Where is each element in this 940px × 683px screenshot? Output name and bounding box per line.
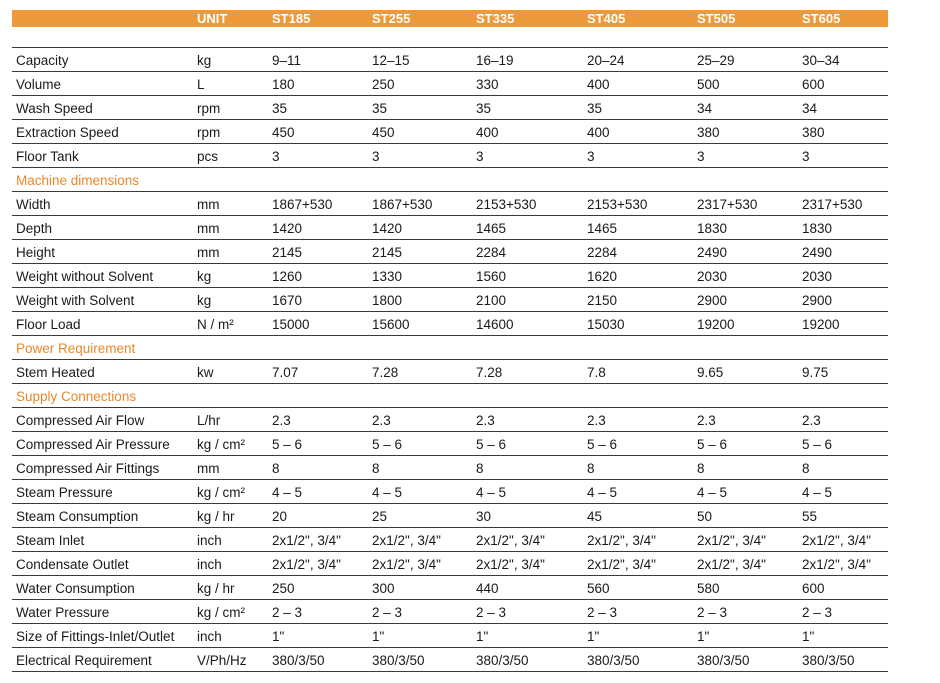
row-value: 1867+530: [372, 197, 433, 212]
row-value: 15000: [272, 317, 310, 332]
row-value: 1330: [372, 269, 403, 284]
table-row: [12, 96, 888, 120]
row-value: 2 – 3: [476, 605, 507, 620]
row-value: 2x1/2", 3/4": [372, 557, 441, 572]
section-heading-row: [12, 336, 888, 360]
row-unit: kg: [197, 293, 212, 308]
row-value: 5 – 6: [372, 437, 403, 452]
row-value: 2x1/2", 3/4": [476, 533, 545, 548]
row-label: Compressed Air Pressure: [16, 437, 170, 452]
section-heading-row: [12, 168, 888, 192]
table-row: [12, 144, 888, 168]
section-heading: Power Requirement: [16, 341, 136, 356]
row-value: 2x1/2", 3/4": [697, 557, 766, 572]
row-value: 8: [587, 461, 595, 476]
row-value: 2030: [697, 269, 728, 284]
header-unit: UNIT: [197, 11, 228, 26]
row-value: 2317+530: [802, 197, 863, 212]
row-value: 250: [372, 77, 395, 92]
row-value: 2490: [802, 245, 833, 260]
section-heading: Machine dimensions: [16, 173, 140, 188]
table-row: [12, 240, 888, 264]
row-value: 1420: [272, 221, 303, 236]
header-model: ST255: [372, 11, 411, 26]
row-unit: rpm: [197, 101, 221, 116]
row-value: 3: [802, 149, 810, 164]
row-value: 2.3: [272, 413, 291, 428]
table-row: [12, 600, 888, 624]
row-value: 2 – 3: [272, 605, 303, 620]
row-value: 400: [587, 77, 610, 92]
row-value: 380: [697, 125, 720, 140]
row-value: 16–19: [476, 53, 514, 68]
row-value: 30–34: [802, 53, 840, 68]
row-label: Water Consumption: [16, 581, 135, 596]
table-row: [12, 408, 888, 432]
row-value: 400: [476, 125, 499, 140]
row-value: 380/3/50: [802, 653, 855, 668]
row-value: 2900: [802, 293, 833, 308]
row-value: 2284: [587, 245, 618, 260]
row-label: Wash Speed: [16, 101, 93, 116]
row-value: 1": [802, 629, 815, 644]
row-value: 25: [372, 509, 388, 524]
row-value: 20–24: [587, 53, 625, 68]
row-unit: pcs: [197, 149, 219, 164]
row-value: 55: [802, 509, 818, 524]
table-row: [12, 624, 888, 648]
row-value: 300: [372, 581, 395, 596]
row-value: 7.8: [587, 365, 606, 380]
table-row: [12, 576, 888, 600]
row-value: 19200: [802, 317, 840, 332]
row-value: 1620: [587, 269, 618, 284]
row-value: 2145: [372, 245, 403, 260]
table-row: [12, 648, 888, 672]
row-value: 4 – 5: [372, 485, 403, 500]
row-value: 5 – 6: [476, 437, 507, 452]
row-value: 3: [587, 149, 595, 164]
row-label: Floor Tank: [16, 149, 79, 164]
row-value: 9.75: [802, 365, 829, 380]
row-unit: mm: [197, 461, 220, 476]
row-value: 2100: [476, 293, 507, 308]
row-value: 1465: [476, 221, 507, 236]
row-value: 1830: [697, 221, 728, 236]
row-label: Depth: [16, 221, 53, 236]
row-label: Condensate Outlet: [16, 557, 129, 572]
row-label: Steam Consumption: [16, 509, 139, 524]
row-value: 12–15: [372, 53, 410, 68]
row-value: 250: [272, 581, 295, 596]
row-value: 380/3/50: [697, 653, 750, 668]
row-value: 2x1/2", 3/4": [587, 557, 656, 572]
row-unit: kg / hr: [197, 581, 235, 596]
row-value: 34: [697, 101, 713, 116]
table-row: [12, 456, 888, 480]
row-label: Water Pressure: [16, 605, 110, 620]
row-value: 1": [476, 629, 489, 644]
row-value: 8: [476, 461, 484, 476]
row-value: 15600: [372, 317, 410, 332]
row-value: 2.3: [372, 413, 391, 428]
table-row: [12, 264, 888, 288]
row-value: 9–11: [272, 53, 302, 68]
row-value: 2x1/2", 3/4": [587, 533, 656, 548]
row-value: 2x1/2", 3/4": [372, 533, 441, 548]
row-label: Volume: [16, 77, 62, 92]
table-row: [12, 552, 888, 576]
row-unit: kg / cm²: [197, 485, 246, 500]
row-value: 5 – 6: [272, 437, 303, 452]
header-model: ST335: [476, 11, 515, 26]
row-value: 8: [272, 461, 280, 476]
row-value: 2.3: [476, 413, 495, 428]
row-value: 3: [272, 149, 280, 164]
row-value: 2900: [697, 293, 728, 308]
row-value: 5 – 6: [587, 437, 618, 452]
row-value: 400: [587, 125, 610, 140]
row-value: 2 – 3: [587, 605, 618, 620]
row-value: 2x1/2", 3/4": [272, 533, 341, 548]
row-value: 34: [802, 101, 818, 116]
row-value: 20: [272, 509, 288, 524]
row-unit: kw: [197, 365, 214, 380]
row-unit: mm: [197, 197, 220, 212]
row-unit: mm: [197, 221, 220, 236]
table-row: [12, 120, 888, 144]
row-value: 2030: [802, 269, 833, 284]
row-value: 380/3/50: [587, 653, 640, 668]
row-value: 8: [372, 461, 380, 476]
section-heading: Supply Connections: [16, 389, 137, 404]
header-model: ST185: [272, 11, 311, 26]
table-row: [12, 216, 888, 240]
row-value: 380/3/50: [372, 653, 425, 668]
row-value: 4 – 5: [697, 485, 728, 500]
table-row: [12, 360, 888, 384]
row-unit: inch: [197, 629, 222, 644]
row-unit: V/Ph/Hz: [197, 653, 247, 668]
row-value: 1867+530: [272, 197, 333, 212]
row-label: Capacity: [16, 53, 69, 68]
row-value: 3: [476, 149, 484, 164]
row-value: 600: [802, 581, 825, 596]
row-label: Compressed Air Flow: [16, 413, 145, 428]
row-value: 1": [372, 629, 385, 644]
table-row: [12, 72, 888, 96]
row-value: 2x1/2", 3/4": [476, 557, 545, 572]
row-value: 2x1/2", 3/4": [802, 557, 871, 572]
table-row: [12, 480, 888, 504]
row-value: 15030: [587, 317, 625, 332]
row-value: 560: [587, 581, 610, 596]
table-row: [12, 312, 888, 336]
row-value: 14600: [476, 317, 514, 332]
row-unit: kg: [197, 53, 212, 68]
row-value: 7.07: [272, 365, 299, 380]
row-value: 580: [697, 581, 720, 596]
row-value: 2 – 3: [372, 605, 403, 620]
spec-table: [12, 10, 888, 672]
row-label: Floor Load: [16, 317, 81, 332]
row-value: 2490: [697, 245, 728, 260]
row-label: Compressed Air Fittings: [16, 461, 160, 476]
row-value: 5 – 6: [802, 437, 833, 452]
row-value: 2284: [476, 245, 507, 260]
row-label: Extraction Speed: [16, 125, 119, 140]
row-value: 2x1/2", 3/4": [697, 533, 766, 548]
row-value: 1260: [272, 269, 303, 284]
row-value: 2150: [587, 293, 618, 308]
row-label: Stem Heated: [16, 365, 95, 380]
table-body: [12, 48, 888, 672]
row-value: 1560: [476, 269, 507, 284]
row-value: 3: [372, 149, 380, 164]
row-value: 3: [697, 149, 705, 164]
row-unit: kg / cm²: [197, 605, 246, 620]
row-value: 440: [476, 581, 499, 596]
row-value: 35: [272, 101, 288, 116]
row-value: 2x1/2", 3/4": [802, 533, 871, 548]
row-unit: inch: [197, 533, 222, 548]
row-value: 8: [697, 461, 705, 476]
row-label: Size of Fittings-Inlet/Outlet: [16, 629, 175, 644]
row-value: 5 – 6: [697, 437, 728, 452]
row-value: 50: [697, 509, 713, 524]
row-value: 4 – 5: [476, 485, 507, 500]
row-value: 380/3/50: [476, 653, 529, 668]
table-row: [12, 528, 888, 552]
section-heading-row: [12, 384, 888, 408]
header-spacer: [12, 27, 888, 48]
table-row: [12, 48, 888, 72]
row-value: 2.3: [802, 413, 821, 428]
row-value: 380: [802, 125, 825, 140]
row-value: 1420: [372, 221, 403, 236]
row-value: 450: [272, 125, 295, 140]
row-label: Height: [16, 245, 56, 260]
row-unit: rpm: [197, 125, 221, 140]
row-label: Steam Inlet: [16, 533, 85, 548]
row-value: 330: [476, 77, 499, 92]
row-value: 2.3: [697, 413, 716, 428]
row-unit: L: [197, 77, 205, 92]
row-value: 2145: [272, 245, 303, 260]
row-value: 25–29: [697, 53, 735, 68]
row-unit: kg: [197, 269, 212, 284]
row-value: 2153+530: [476, 197, 537, 212]
row-value: 8: [802, 461, 810, 476]
row-value: 4 – 5: [272, 485, 303, 500]
row-label: Width: [16, 197, 51, 212]
table-row: [12, 504, 888, 528]
row-value: 35: [587, 101, 603, 116]
row-value: 2317+530: [697, 197, 758, 212]
row-value: 450: [372, 125, 395, 140]
table-row: [12, 432, 888, 456]
row-unit: mm: [197, 245, 220, 260]
row-value: 9.65: [697, 365, 724, 380]
row-value: 35: [476, 101, 492, 116]
row-value: 19200: [697, 317, 735, 332]
row-value: 1": [587, 629, 600, 644]
row-label: Weight with Solvent: [16, 293, 135, 308]
row-value: 7.28: [372, 365, 399, 380]
header-model: ST505: [697, 11, 736, 26]
row-value: 2153+530: [587, 197, 648, 212]
row-value: 4 – 5: [802, 485, 833, 500]
row-value: 180: [272, 77, 295, 92]
row-value: 1465: [587, 221, 618, 236]
table-row: [12, 192, 888, 216]
row-value: 2 – 3: [802, 605, 833, 620]
row-value: 1": [697, 629, 710, 644]
row-value: 380/3/50: [272, 653, 325, 668]
row-value: 35: [372, 101, 388, 116]
row-unit: L/hr: [197, 413, 221, 428]
row-unit: inch: [197, 557, 222, 572]
row-value: 500: [697, 77, 720, 92]
row-value: 2x1/2", 3/4": [272, 557, 341, 572]
row-value: 600: [802, 77, 825, 92]
row-unit: N / m²: [197, 317, 234, 332]
row-value: 7.28: [476, 365, 503, 380]
row-unit: kg / hr: [197, 509, 235, 524]
row-value: 1": [272, 629, 285, 644]
row-value: 1800: [372, 293, 403, 308]
row-unit: kg / cm²: [197, 437, 246, 452]
row-value: 2.3: [587, 413, 606, 428]
header-model: ST605: [802, 11, 841, 26]
header-model: ST405: [587, 11, 626, 26]
row-label: Steam Pressure: [16, 485, 113, 500]
row-value: 30: [476, 509, 492, 524]
row-value: 4 – 5: [587, 485, 618, 500]
table-row: [12, 288, 888, 312]
row-value: 1830: [802, 221, 833, 236]
row-value: 45: [587, 509, 603, 524]
row-label: Weight without Solvent: [16, 269, 154, 284]
row-value: 2 – 3: [697, 605, 728, 620]
row-label: Electrical Requirement: [16, 653, 152, 668]
row-value: 1670: [272, 293, 303, 308]
table-header: [12, 10, 888, 27]
